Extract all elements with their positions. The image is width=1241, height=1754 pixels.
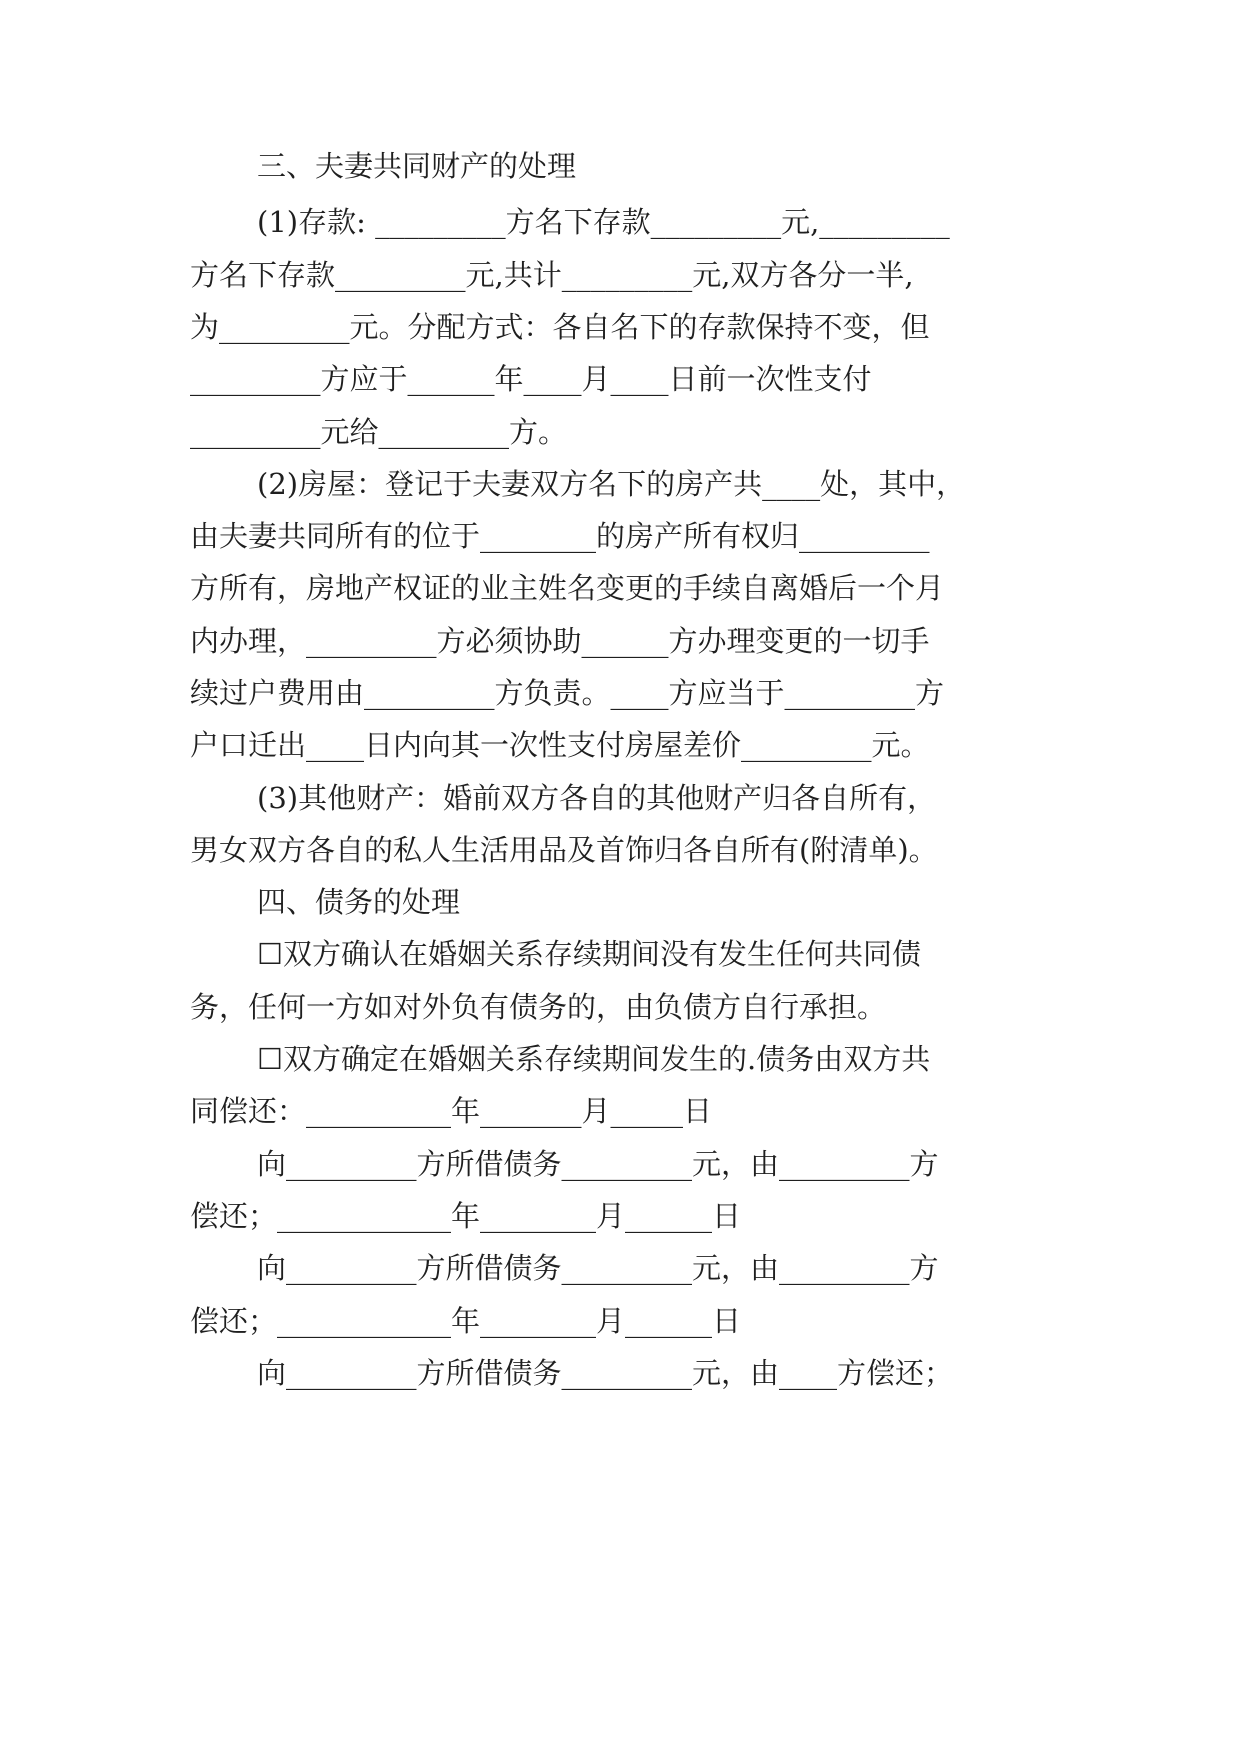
paragraph-line: 向_________方所借债务_________元，由_________方 bbox=[257, 1147, 939, 1181]
section-heading-joint-property: 三、夫妻共同财产的处理 bbox=[257, 149, 577, 183]
paragraph-line: 续过户费用由_________方负责。____方应当于_________方 bbox=[190, 676, 945, 710]
paragraph-line: 同偿还：__________年_______月_____日 bbox=[190, 1094, 713, 1128]
section-heading-debts: 四、债务的处理 bbox=[257, 885, 461, 919]
paragraph-line: (3)其他财产：婚前双方各自的其他财产归各自所有， bbox=[257, 781, 937, 815]
paragraph-line: (2)房屋：登记于夫妻双方名下的房产共____处，其中， bbox=[257, 467, 966, 501]
paragraph-line: 男女双方各自的私人生活用品及首饰归各自所有(附清单)。 bbox=[190, 833, 938, 867]
paragraph-line: 内办理，_________方必须协助______方办理变更的一切手 bbox=[190, 624, 930, 658]
checkbox-option-line: ☐双方确认在婚姻关系存续期间没有发生任何共同债 bbox=[257, 937, 921, 971]
paragraph-line: _________方应于______年____月____日前一次性支付 bbox=[190, 362, 872, 396]
checkbox-option-line: ☐双方确定在婚姻关系存续期间发生的.债务由双方共 bbox=[257, 1042, 931, 1076]
paragraph-line: (1)存款: _________方名下存款_________元,_________ bbox=[257, 205, 950, 239]
paragraph-line: 偿还；____________年________月______日 bbox=[190, 1304, 742, 1338]
paragraph-line: _________元给_________方。 bbox=[190, 415, 568, 449]
paragraph-line: 务，任何一方如对外负有债务的，由负债方自行承担。 bbox=[190, 990, 887, 1024]
paragraph-line: 方所有，房地产权证的业主姓名变更的手续自离婚后一个月 bbox=[190, 571, 945, 605]
paragraph-line: 方名下存款_________元,共计_________元,双方各分一半, bbox=[190, 258, 914, 292]
paragraph-line: 由夫妻共同所有的位于________的房产所有权归_________ bbox=[190, 519, 930, 553]
paragraph-line: 向_________方所借债务_________元，由____方偿还； bbox=[257, 1356, 954, 1390]
paragraph-line: 偿还；____________年________月______日 bbox=[190, 1199, 742, 1233]
paragraph-line: 户口迁出____日内向其一次性支付房屋差价_________元。 bbox=[190, 728, 930, 762]
paragraph-line: 为_________元。分配方式：各自名下的存款保持不变，但 bbox=[190, 310, 930, 344]
paragraph-line: 向_________方所借债务_________元，由_________方 bbox=[257, 1251, 939, 1285]
